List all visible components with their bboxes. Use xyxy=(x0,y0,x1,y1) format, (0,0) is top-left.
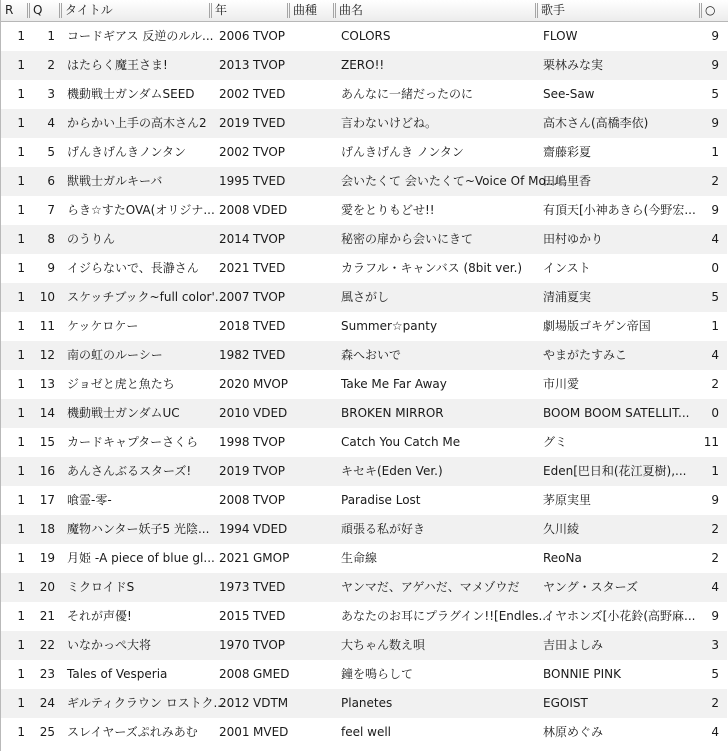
cell-song: 風さがし xyxy=(341,290,390,304)
cell-title: 南の虹のルーシー xyxy=(67,348,163,362)
cell-artist: 田村ゆかり xyxy=(543,232,604,246)
cell-type: TVED xyxy=(253,609,286,623)
cell-year: 2015 xyxy=(219,609,250,623)
cell-artist: イヤホンズ[小花鈴(高野麻... xyxy=(543,609,696,623)
cell-type: TVED xyxy=(253,261,286,275)
table-row[interactable] xyxy=(1,718,727,747)
cell-type: GMOP xyxy=(253,551,290,565)
cell-artist: 劇場版ゴキゲン帝国 xyxy=(543,319,651,333)
cell-q: 25 xyxy=(39,725,55,739)
cell-song: 生命線 xyxy=(341,551,378,565)
cell-year: 2002 xyxy=(219,87,250,101)
cell-song: 森へおいで xyxy=(341,348,402,362)
cell-year: 1973 xyxy=(219,580,250,594)
cell-title: 機動戦士ガンダムSEED xyxy=(67,87,195,101)
cell-artist: 久川綾 xyxy=(543,522,580,536)
cell-title: いなかっぺ大将 xyxy=(67,638,152,652)
table-row[interactable] xyxy=(1,544,727,573)
cell-artist: ヤング・スターズ xyxy=(543,580,639,594)
cell-type: TVOP xyxy=(253,290,286,304)
cell-type: TVED xyxy=(253,580,286,594)
cell-song: ヤンマだ、アゲハだ、マメゾウだ xyxy=(341,580,520,594)
cell-r: 1 xyxy=(17,290,25,304)
cell-q: 24 xyxy=(39,696,55,710)
cell-type: TVED xyxy=(253,319,286,333)
cell-title: それが声優! xyxy=(67,609,132,623)
cell-count: 4 xyxy=(711,725,719,739)
cell-year: 2007 xyxy=(219,290,250,304)
cell-artist: 高木さん(高橋李依) xyxy=(543,116,649,130)
cell-r: 1 xyxy=(17,261,25,275)
cell-song: Catch You Catch Me xyxy=(341,435,461,449)
cell-year: 2008 xyxy=(219,667,250,681)
cell-r: 1 xyxy=(17,232,25,246)
cell-q: 6 xyxy=(47,174,55,188)
cell-artist: Eden[巴日和(花江夏樹),... xyxy=(543,464,687,478)
cell-r: 1 xyxy=(17,667,25,681)
table-body xyxy=(1,22,727,747)
cell-count: 0 xyxy=(711,406,719,420)
cell-song: BROKEN MIRROR xyxy=(341,406,444,420)
cell-year: 2021 xyxy=(219,551,250,565)
cell-year: 2008 xyxy=(219,493,250,507)
cell-r: 1 xyxy=(17,203,25,217)
cell-song: Planetes xyxy=(341,696,393,710)
cell-year: 2006 xyxy=(219,29,250,43)
column-header-count[interactable]: ○ xyxy=(699,0,727,21)
cell-q: 11 xyxy=(39,319,55,333)
cell-q: 9 xyxy=(47,261,55,275)
cell-count: 4 xyxy=(711,348,719,362)
cell-artist: BONNIE PINK xyxy=(543,667,621,681)
cell-count: 3 xyxy=(711,638,719,652)
table-row[interactable] xyxy=(1,457,727,486)
cell-title: ギルティクラウン ロストク... xyxy=(67,696,225,710)
cell-title: スレイヤーズぷれみあむ xyxy=(67,725,198,739)
cell-song: Take Me Far Away xyxy=(341,377,447,391)
cell-r: 1 xyxy=(17,58,25,72)
cell-title: イジらないで、長瀞さん xyxy=(67,261,199,275)
cell-q: 21 xyxy=(39,609,55,623)
cell-song: Paradise Lost xyxy=(341,493,421,507)
column-header-title[interactable]: タイトル xyxy=(59,0,209,21)
cell-q: 15 xyxy=(39,435,55,449)
cell-count: 2 xyxy=(711,522,719,536)
cell-count: 9 xyxy=(711,58,719,72)
cell-song: 鐘を鳴らして xyxy=(341,667,414,681)
cell-song: 言わないけどね。 xyxy=(341,116,438,130)
cell-type: TVOP xyxy=(253,29,286,43)
table-row[interactable] xyxy=(1,109,727,138)
cell-year: 2018 xyxy=(219,319,250,333)
cell-artist: FLOW xyxy=(543,29,578,43)
cell-r: 1 xyxy=(17,725,25,739)
cell-r: 1 xyxy=(17,377,25,391)
cell-title: カードキャプターさくら xyxy=(67,435,199,449)
table-row[interactable] xyxy=(1,22,727,51)
cell-r: 1 xyxy=(17,696,25,710)
cell-type: TVED xyxy=(253,348,286,362)
cell-q: 12 xyxy=(39,348,55,362)
cell-title: コードギアス 反逆のルル... xyxy=(67,29,214,43)
column-header-r[interactable]: R xyxy=(5,3,14,17)
cell-type: TVOP xyxy=(253,493,286,507)
cell-type: TVOP xyxy=(253,232,286,246)
cell-artist: BOOM BOOM SATELLIT... xyxy=(543,406,690,420)
cell-title: 喰霊-零- xyxy=(67,493,112,507)
cell-type: MVOP xyxy=(253,377,289,391)
table-row[interactable] xyxy=(1,486,727,515)
cell-q: 8 xyxy=(47,232,55,246)
cell-q: 20 xyxy=(39,580,55,594)
cell-song: 頑張る私が好き xyxy=(341,522,426,536)
cell-q: 13 xyxy=(39,377,55,391)
cell-type: TVED xyxy=(253,116,286,130)
cell-type: TVOP xyxy=(253,464,286,478)
table-row[interactable] xyxy=(1,225,727,254)
cell-artist: 林原めぐみ xyxy=(543,725,604,739)
cell-count: 9 xyxy=(711,493,719,507)
cell-year: 2021 xyxy=(219,261,250,275)
cell-title: からかい上手の高木さん2 xyxy=(67,116,207,130)
cell-year: 2013 xyxy=(219,58,250,72)
cell-q: 16 xyxy=(39,464,55,478)
cell-title: ミクロイドS xyxy=(67,580,135,594)
table-row[interactable] xyxy=(1,428,727,457)
cell-artist: 田嶋里香 xyxy=(543,174,592,188)
cell-song: げんきげんき ノンタン xyxy=(341,145,464,159)
cell-year: 2020 xyxy=(219,377,250,391)
cell-r: 1 xyxy=(17,522,25,536)
cell-q: 10 xyxy=(39,290,55,304)
cell-song: ZERO!! xyxy=(341,58,385,72)
cell-song: キセキ(Eden Ver.) xyxy=(341,464,443,478)
column-header-year[interactable]: 年 xyxy=(209,0,287,21)
cell-title: 月姫 -A piece of blue gl... xyxy=(67,551,215,565)
cell-title: ジョゼと虎と魚たち xyxy=(67,377,175,391)
cell-artist: 吉田よしみ xyxy=(543,638,604,652)
cell-artist: 栗林みな実 xyxy=(543,58,604,72)
cell-year: 2014 xyxy=(219,232,250,246)
cell-artist: やまがたすみこ xyxy=(543,348,628,362)
cell-title: あんさんぶるスターズ! xyxy=(67,464,192,478)
cell-year: 2002 xyxy=(219,145,250,159)
cell-type: TVOP xyxy=(253,58,286,72)
cell-r: 1 xyxy=(17,638,25,652)
cell-count: 2 xyxy=(711,551,719,565)
cell-year: 2019 xyxy=(219,116,250,130)
cell-type: MVED xyxy=(253,725,289,739)
table-row[interactable] xyxy=(1,370,727,399)
cell-r: 1 xyxy=(17,493,25,507)
cell-type: TVED xyxy=(253,87,286,101)
table-row[interactable] xyxy=(1,631,727,660)
table-row[interactable] xyxy=(1,573,727,602)
cell-q: 2 xyxy=(47,58,55,72)
cell-count: 1 xyxy=(711,145,719,159)
cell-song: あんなに一緒だったのに xyxy=(341,87,474,101)
cell-count: 4 xyxy=(711,580,719,594)
cell-artist: 有頂天[小神あきら(今野宏... xyxy=(543,203,696,217)
cell-song: あなたのお耳にプラグイン!![Endles... xyxy=(341,609,550,623)
cell-year: 1982 xyxy=(219,348,250,362)
column-header-q[interactable]: Q xyxy=(27,0,59,21)
cell-count: 4 xyxy=(711,232,719,246)
table-row[interactable] xyxy=(1,689,727,718)
cell-artist: EGOIST xyxy=(543,696,588,710)
cell-count: 1 xyxy=(711,464,719,478)
cell-r: 1 xyxy=(17,319,25,333)
cell-q: 7 xyxy=(47,203,55,217)
cell-song: feel well xyxy=(341,725,392,739)
cell-year: 2008 xyxy=(219,203,250,217)
cell-year: 2010 xyxy=(219,406,250,420)
cell-artist: 市川愛 xyxy=(543,377,580,391)
cell-song: 大ちゃん数え唄 xyxy=(341,638,426,652)
cell-r: 1 xyxy=(17,174,25,188)
cell-r: 1 xyxy=(17,580,25,594)
cell-type: VDTM xyxy=(253,696,289,710)
cell-count: 2 xyxy=(711,696,719,710)
cell-type: TVOP xyxy=(253,638,286,652)
cell-song: Summer☆panty xyxy=(341,319,438,333)
cell-count: 1 xyxy=(711,319,719,333)
cell-type: VDED xyxy=(253,406,288,420)
cell-artist: 清浦夏実 xyxy=(543,290,592,304)
cell-artist: 茅原実里 xyxy=(543,493,592,507)
cell-song: カラフル・キャンバス (8bit ver.) xyxy=(341,261,523,275)
cell-title: げんきげんきノンタン xyxy=(67,145,187,159)
cell-q: 22 xyxy=(39,638,55,652)
column-header-genre[interactable]: 曲種 xyxy=(287,0,333,21)
cell-type: TVED xyxy=(253,174,286,188)
cell-type: VDED xyxy=(253,522,288,536)
cell-artist: See-Saw xyxy=(543,87,595,101)
cell-r: 1 xyxy=(17,551,25,565)
cell-count: 9 xyxy=(711,609,719,623)
cell-count: 11 xyxy=(703,435,719,449)
cell-count: 0 xyxy=(711,261,719,275)
table-row[interactable] xyxy=(1,283,727,312)
cell-artist: ReoNa xyxy=(543,551,582,565)
table-row[interactable] xyxy=(1,167,727,196)
table-row[interactable] xyxy=(1,138,727,167)
cell-title: 魔物ハンター妖子5 光陰... xyxy=(67,522,210,536)
cell-title: Tales of Vesperia xyxy=(67,667,168,681)
table-row[interactable] xyxy=(1,341,727,370)
cell-count: 9 xyxy=(711,203,719,217)
cell-r: 1 xyxy=(17,464,25,478)
cell-artist: グミ xyxy=(543,435,568,449)
cell-song: 秘密の扉から会いにきて xyxy=(341,232,474,246)
column-header-song[interactable]: 曲名 xyxy=(333,0,535,21)
table-row[interactable] xyxy=(1,80,727,109)
cell-year: 2019 xyxy=(219,464,250,478)
cell-q: 1 xyxy=(47,29,55,43)
cell-count: 5 xyxy=(711,667,719,681)
table-row[interactable] xyxy=(1,399,727,428)
cell-count: 9 xyxy=(711,116,719,130)
column-header-artist[interactable]: 歌手 xyxy=(535,0,699,21)
cell-q: 14 xyxy=(39,406,55,420)
cell-title: のうりん xyxy=(67,232,116,246)
cell-q: 5 xyxy=(47,145,55,159)
cell-r: 1 xyxy=(17,406,25,420)
table-row[interactable] xyxy=(1,515,727,544)
table-header xyxy=(1,0,728,22)
table-row[interactable] xyxy=(1,660,727,689)
cell-q: 23 xyxy=(39,667,55,681)
cell-year: 1970 xyxy=(219,638,250,652)
cell-year: 1998 xyxy=(219,435,250,449)
cell-type: VDED xyxy=(253,203,288,217)
table-row[interactable] xyxy=(1,254,727,283)
table-row[interactable] xyxy=(1,602,727,631)
cell-count: 9 xyxy=(711,29,719,43)
cell-title: スケッチブック~full color'... xyxy=(67,290,227,304)
cell-type: GMED xyxy=(253,667,290,681)
cell-year: 2012 xyxy=(219,696,250,710)
cell-type: TVOP xyxy=(253,435,286,449)
cell-song: 愛をとりもどせ!! xyxy=(341,203,435,217)
cell-q: 17 xyxy=(39,493,55,507)
cell-count: 2 xyxy=(711,174,719,188)
cell-r: 1 xyxy=(17,116,25,130)
cell-artist: インスト xyxy=(543,261,591,275)
cell-count: 5 xyxy=(711,87,719,101)
cell-q: 19 xyxy=(39,551,55,565)
cell-year: 1995 xyxy=(219,174,250,188)
cell-q: 18 xyxy=(39,522,55,536)
table-row[interactable] xyxy=(1,312,727,341)
cell-r: 1 xyxy=(17,348,25,362)
cell-song: COLORS xyxy=(341,29,391,43)
table-row[interactable] xyxy=(1,196,727,225)
cell-count: 5 xyxy=(711,290,719,304)
cell-title: らき☆すたOVA(オリジナ... xyxy=(67,203,215,217)
cell-song: 会いたくて 会いたくて~Voice Of Mo... xyxy=(341,174,558,188)
table-row[interactable] xyxy=(1,51,727,80)
cell-r: 1 xyxy=(17,87,25,101)
cell-title: ケッケロケー xyxy=(67,319,139,333)
cell-year: 1994 xyxy=(219,522,250,536)
cell-title: はたらく魔王さま! xyxy=(67,58,168,72)
cell-artist: 齋藤彩夏 xyxy=(543,145,592,159)
cell-q: 3 xyxy=(47,87,55,101)
cell-r: 1 xyxy=(17,435,25,449)
cell-type: TVOP xyxy=(253,145,286,159)
cell-title: 機動戦士ガンダムUC xyxy=(67,406,180,420)
cell-title: 獣戦士ガルキーバ xyxy=(67,174,163,188)
cell-count: 2 xyxy=(711,377,719,391)
cell-year: 2001 xyxy=(219,725,250,739)
cell-r: 1 xyxy=(17,29,25,43)
cell-r: 1 xyxy=(17,609,25,623)
cell-r: 1 xyxy=(17,145,25,159)
cell-q: 4 xyxy=(47,116,55,130)
